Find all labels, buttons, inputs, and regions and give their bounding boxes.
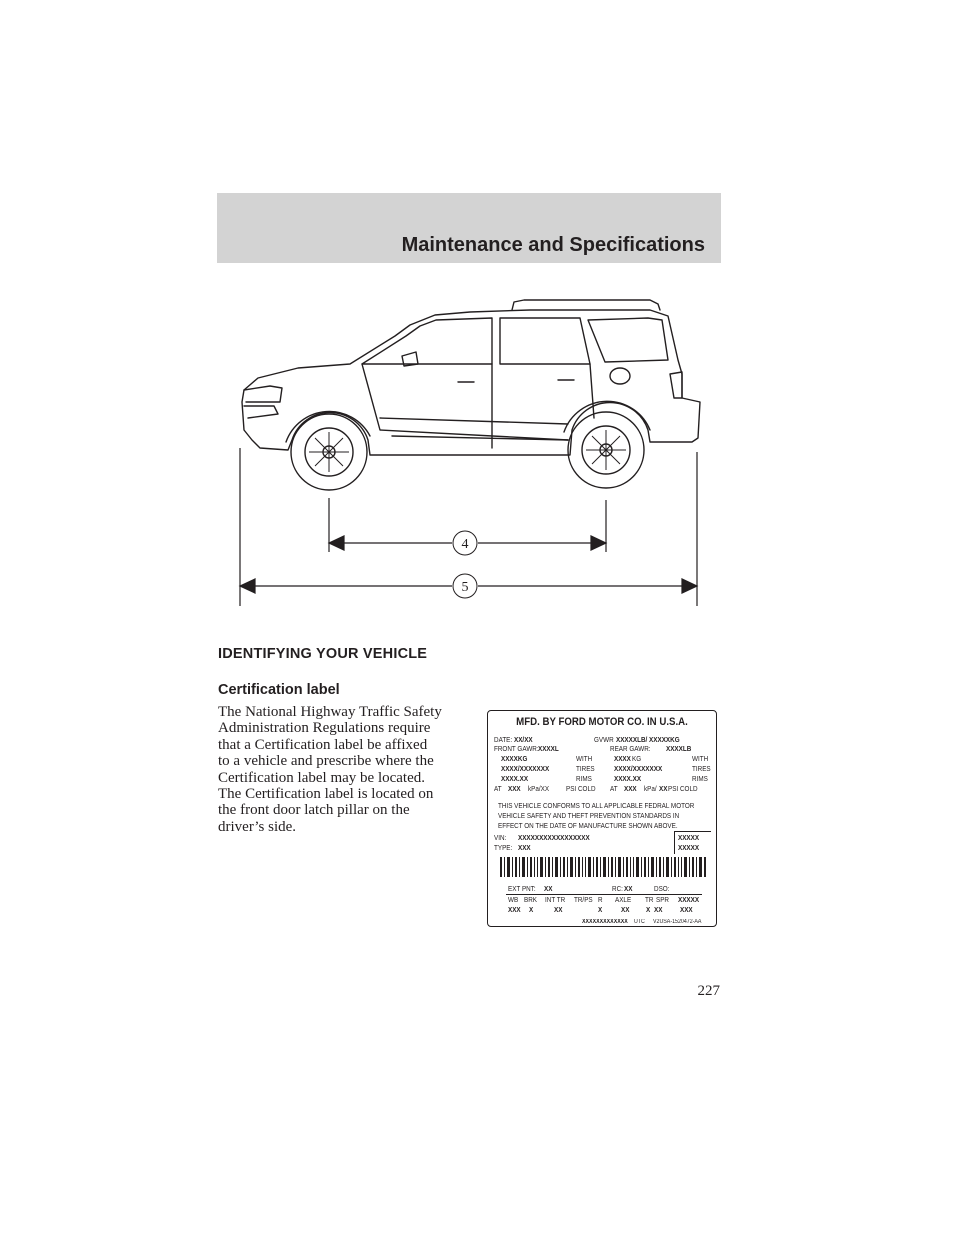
box-value: XXXXX — [678, 833, 700, 842]
subsection-heading: Certification label — [218, 682, 340, 698]
page-number: 227 — [697, 983, 720, 999]
arrow-left-icon — [240, 579, 255, 593]
callout-5: 5 — [461, 580, 469, 595]
gvwr-value: XXXXXLB/ XXXXXKG — [616, 735, 680, 744]
code-header: WB — [508, 895, 519, 904]
dso-label: DSO: — [654, 884, 670, 893]
vin-label: VIN: — [494, 833, 507, 842]
paragraph-line: to a vehicle and prescribe where the — [218, 753, 434, 770]
body-paragraph — [218, 704, 480, 835]
psi-cold-text: PSI COLD — [668, 784, 698, 793]
rear-kg-unit: KG — [632, 754, 642, 763]
rims-text: RIMS — [692, 774, 708, 783]
front-gawr-value: XXXXL — [538, 744, 559, 753]
rear-kpa-unit: kPa/ — [644, 784, 657, 793]
rear-pressure: XXX — [624, 784, 637, 793]
paragraph-line: that a Certification label be affixed — [218, 736, 428, 753]
rear-kpa-value: XX — [659, 784, 668, 793]
code-extra: XXXXX — [678, 895, 700, 904]
footer-part-number: V2USA-1520472-AA — [653, 919, 702, 925]
psi-cold-text: PSI COLD — [566, 784, 596, 793]
front-kpa: kPa/XX — [528, 784, 550, 793]
footer-serial: XXXXXXXXXXXXX — [582, 919, 628, 925]
code-value: XXX — [508, 905, 521, 914]
paragraph-line: the front door latch pillar on the — [218, 802, 410, 819]
at-label: AT — [610, 784, 618, 793]
footer-utc: UTC — [634, 919, 645, 925]
code-value: XXX — [680, 905, 693, 914]
tires-text: TIRES — [692, 764, 711, 773]
code-value: XX — [621, 905, 630, 914]
code-header: BRK — [524, 895, 538, 904]
code-header: AXLE — [615, 895, 632, 904]
rear-gawr-value: XXXXLB — [666, 744, 692, 753]
gvwr-label: GVWR — [594, 735, 614, 744]
paragraph-line: Certification label may be located. — [218, 769, 425, 786]
conformance-line: EFFECT ON THE DATE OF MANUFACTURE SHOWN ABOVE. — [498, 821, 678, 830]
date-label: DATE: — [494, 735, 513, 744]
page-title: Maintenance and Specifications — [401, 234, 705, 256]
paragraph-line: Administration Regulations require — [218, 720, 431, 737]
with-text: WITH — [692, 754, 709, 763]
paragraph-line: The National Highway Traffic Safety — [218, 704, 442, 720]
tires-text: TIRES — [576, 764, 595, 773]
code-value: X — [646, 905, 651, 914]
code-header: R — [598, 895, 603, 904]
conformance-line: THIS VEHICLE CONFORMS TO ALL APPLICABLE FEDRAL MOTOR — [498, 801, 695, 810]
code-value: X — [598, 905, 603, 914]
callout-4: 4 — [461, 537, 469, 552]
paragraph-line: The Certification label is located on — [218, 786, 434, 803]
type-value: XXX — [518, 843, 531, 852]
paragraph-line: driver’s side. — [218, 818, 297, 835]
ext-pnt-label: EXT PNT: — [508, 884, 536, 893]
front-tire-size: XXXX/XXXXXXX — [501, 764, 550, 773]
front-rim-size: XXXX.XX — [501, 774, 529, 783]
rear-kg: XXXX — [614, 754, 631, 763]
front-gawr-label: FRONT GAWR: — [494, 744, 539, 753]
arrow-right-icon — [591, 536, 606, 550]
date-value: XX/XX — [514, 735, 533, 744]
conformance-line: VEHICLE SAFETY AND THEFT PREVENTION STANDARDS IN — [498, 811, 680, 820]
barcode-icon — [500, 857, 706, 877]
with-text: WITH — [576, 754, 593, 763]
rear-tire-size: XXXX/XXXXXXX — [614, 764, 663, 773]
section-heading: IDENTIFYING YOUR VEHICLE — [218, 646, 428, 662]
ext-pnt-value: XX — [544, 884, 553, 893]
vin-value: XXXXXXXXXXXXXXXXX — [518, 833, 590, 842]
code-header: TR/PS — [574, 895, 593, 904]
arrow-right-icon — [682, 579, 697, 593]
label-title: MFD. BY FORD MOTOR CO. IN U.S.A. — [516, 716, 688, 728]
certification-label — [487, 710, 717, 927]
rear-gawr-label: REAR GAWR: — [610, 744, 651, 753]
code-value: XX — [554, 905, 563, 914]
front-pressure: XXX — [508, 784, 521, 793]
at-label: AT — [494, 784, 502, 793]
code-header: INT TR — [545, 895, 566, 904]
code-header: SPR — [656, 895, 670, 904]
code-header: TR — [645, 895, 654, 904]
rear-rim-size: XXXX.XX — [614, 774, 642, 783]
header-band — [217, 193, 721, 263]
code-value: XX — [654, 905, 663, 914]
front-kg: XXXXKG — [501, 754, 528, 763]
rc-label: RC: — [612, 884, 623, 893]
vehicle-dimension-diagram — [230, 290, 710, 620]
rims-text: RIMS — [576, 774, 592, 783]
box-value: XXXXX — [678, 843, 700, 852]
rc-value: XX — [624, 884, 633, 893]
code-value: X — [529, 905, 534, 914]
type-label: TYPE: — [494, 843, 513, 852]
arrow-left-icon — [329, 536, 344, 550]
